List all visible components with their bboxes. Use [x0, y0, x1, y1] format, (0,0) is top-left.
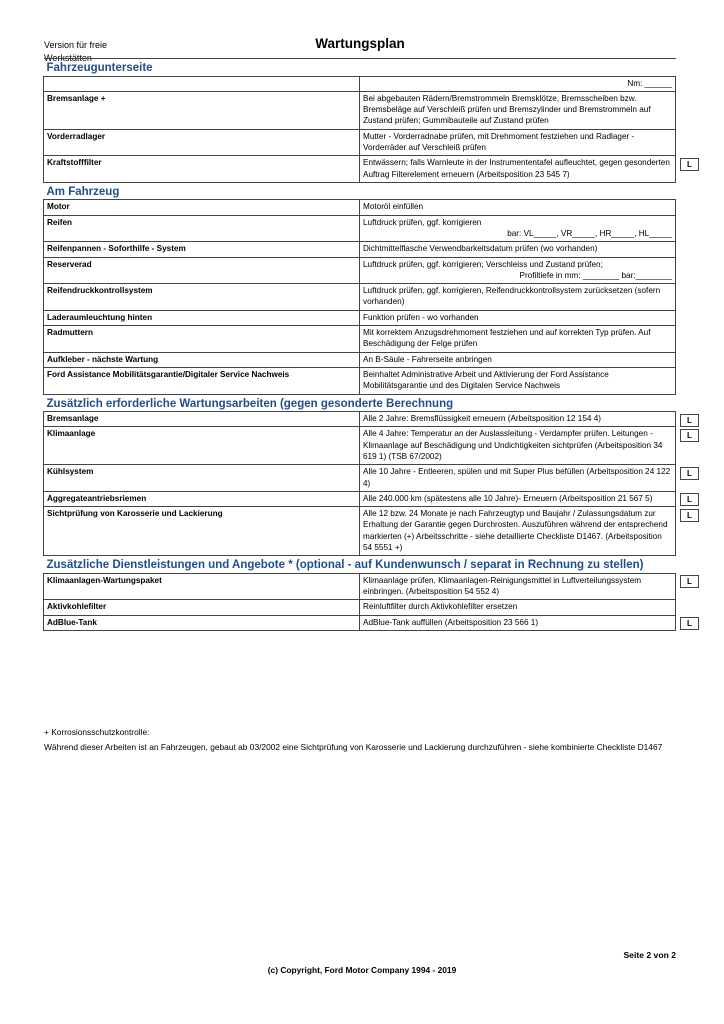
description-text: Mit korrektem Anzugsdrehmoment festziehen und auf korrekten Typ prüfen. Auf Beschädigung der Felge prüfen — [363, 328, 651, 349]
description-text: Luftdruck prüfen, ggf. korrigieren; Verschleiss und Zustand prüfen; — [363, 259, 603, 269]
table-row — [44, 310, 676, 325]
item-description — [360, 284, 676, 311]
table-row — [44, 76, 676, 91]
table-row — [44, 91, 676, 129]
section-title: Zusätzlich erforderliche Wartungsarbeiten (gegen gesonderte Berechnung — [44, 394, 676, 412]
description-text: Alle 240.000 km (spätestens alle 10 Jahre)- Erneuern (Arbeitsposition 21 567 5) — [363, 493, 653, 503]
description-text: AdBlue-Tank auffüllen (Arbeitsposition 23 566 1) — [363, 617, 539, 627]
item-label: Klimaanlage — [44, 427, 360, 465]
table-row — [44, 352, 676, 367]
item-description — [360, 215, 676, 242]
l-checkbox[interactable]: L — [680, 467, 699, 480]
page-number: Seite 2 von 2 — [623, 950, 676, 960]
description-text: Klimaanlage prüfen. Klimaanlagen-Reinigungsmittel in Luftverteilungssystem einbringen. (Arbeitsposition 54 552 4) — [363, 575, 642, 597]
section-header — [44, 59, 676, 77]
table-row — [44, 257, 676, 284]
item-label: Ford Assistance Mobilitätsgarantie/Digitaler Service Nachweis — [44, 367, 360, 394]
table-row — [44, 200, 676, 215]
item-label: Kraftstofffilter — [44, 156, 360, 183]
description-text: Funktion prüfen - wo vorhanden — [363, 312, 479, 322]
note-text: Während dieser Arbeiten ist an Fahrzeugen, gebaut ab 03/2002 eine Sichtprüfung von Karosserie und Lackierung durchzuführen - siehe kombinierte Checkliste D1467 — [44, 741, 663, 752]
item-label: Klimaanlagen-Wartungspaket — [44, 573, 360, 600]
description-text: Dichtmittelflasche Verwendbarkeitsdatum prüfen (wo vorhanden) — [363, 244, 598, 254]
item-description — [360, 326, 676, 353]
table-row — [44, 215, 676, 242]
l-checkbox[interactable]: L — [680, 617, 699, 630]
table-row — [44, 326, 676, 353]
fill-in-field[interactable]: Nm: ______ — [627, 78, 672, 88]
item-label: Aggregateantriebsriemen — [44, 491, 360, 506]
table-row — [44, 367, 676, 394]
item-label: Reifenpannen - Soforthilfe - System — [44, 242, 360, 257]
item-description — [360, 242, 676, 257]
notes — [44, 725, 684, 754]
item-description — [360, 156, 676, 183]
item-label: Bremsanlage + — [44, 91, 360, 129]
description-text: Mutter - Vorderradnabe prüfen, mit Drehmoment festziehen und Radlager - Vorderräder auf Verschleiß prüfen — [363, 131, 635, 152]
section-header — [44, 556, 676, 574]
table-row — [44, 129, 676, 156]
item-label: Kühlsystem — [44, 465, 360, 492]
maintenance-table — [43, 58, 676, 631]
page-title: Wartungsplan — [315, 36, 405, 51]
description-text: Alle 4 Jahre: Temperatur an der Auslassleitung - Verdampfer prüfen. Leitungen - Klimaanlage auf Beschädigung und Undichtigkeiten sichtprüfen (Arbeitsposition 34 619 1) (TSB 67/2002) — [363, 429, 663, 461]
section-title: Zusätzliche Dienstleistungen und Angebote * (optional - auf Kundenwunsch / separat in Rechnung zu stellen) — [44, 556, 676, 574]
item-description — [360, 465, 676, 492]
item-description — [360, 91, 676, 129]
description-text: Reinluftfilter durch Aktivkohlefilter ersetzen — [363, 602, 518, 612]
table-row — [44, 600, 676, 615]
description-text: Luftdruck prüfen, ggf. korrigieren — [363, 217, 482, 227]
table-row — [44, 156, 676, 183]
table-row — [44, 573, 676, 600]
item-label: Motor — [44, 200, 360, 215]
item-label: Vorderradlager — [44, 129, 360, 156]
item-description — [360, 352, 676, 367]
description-text: Motoröl einfüllen — [363, 202, 424, 212]
description-text: An B-Säule - Fahrerseite anbringen — [363, 354, 492, 364]
version-note: Version für freie Werkstätten — [44, 40, 108, 63]
l-checkbox[interactable]: L — [680, 429, 699, 442]
description-text: Alle 2 Jahre: Bremsflüssigkeit erneuern (Arbeitsposition 12 154 4) — [363, 414, 602, 424]
item-description — [360, 600, 676, 615]
item-label: Aufkleber - nächste Wartung — [44, 352, 360, 367]
copyright: (c) Copyright, Ford Motor Company 1994 - 2019 — [267, 965, 457, 975]
table-row — [44, 507, 676, 556]
description-text: Bei abgebauten Rädern/Bremstrommeln Bremsklötze, Bremsscheiben bzw. Bremsbeläge auf Verschleiß prüfen und Bremszylinder und Bremstrommeln auf Zustand prüfen; Gummibauteile auf Zustand prüfen — [363, 93, 651, 126]
item-label: Bremsanlage — [44, 412, 360, 427]
item-description — [360, 310, 676, 325]
description-text: Beinhaltet Administrative Arbeit und Aktivierung der Ford Assistance Mobilitätsgarantie und des Digitalen Service Nachweis — [363, 369, 609, 391]
item-description — [360, 257, 676, 284]
table-row — [44, 412, 676, 427]
item-description — [360, 615, 676, 630]
item-description — [360, 491, 676, 506]
item-label: Reifen — [44, 215, 360, 242]
fill-in-field[interactable]: bar: VL_____, VR_____, HR_____, HL_____ — [507, 228, 672, 238]
description-text: Luftdruck prüfen, ggf. korrigieren, Reifendruckkontrollsystem zurücksetzen (sofern vorhanden) — [363, 286, 661, 307]
item-label: Reifendruckkontrollsystem — [44, 284, 360, 311]
description-text: Alle 12 bzw. 24 Monate je nach Fahrzeugtyp und Baujahr / Zulassungsdatum zur Erhaltung der Garantie gegen Durchrosten. Auszuführen während der entsprechend markierten (+) Arbeitsschritte - siehe detaillierte Checkliste D1467. (Arbeitsposition 54 5551 +) — [363, 509, 668, 552]
item-description — [360, 427, 676, 465]
item-label — [44, 76, 360, 91]
section-title: Am Fahrzeug — [44, 182, 676, 200]
table-row — [44, 615, 676, 630]
section-header — [44, 394, 676, 412]
l-checkbox[interactable]: L — [680, 414, 699, 427]
item-label: Reserverad — [44, 257, 360, 284]
table-row — [44, 491, 676, 506]
item-label: Radmuttern — [44, 326, 360, 353]
description-text: Entwässern; falls Warnleute in der Instrumententafel aufleuchtet, gegen gesonderten Auftrag Filterelement erneuern (Arbeitsposition 23 545 7) — [363, 158, 670, 179]
table-row — [44, 427, 676, 465]
l-checkbox[interactable]: L — [680, 493, 699, 506]
l-checkbox[interactable]: L — [680, 575, 699, 588]
table-row — [44, 242, 676, 257]
item-description — [360, 412, 676, 427]
item-description — [360, 367, 676, 394]
item-description — [360, 76, 676, 91]
l-checkbox[interactable]: L — [680, 158, 699, 171]
item-description — [360, 200, 676, 215]
table-row — [44, 465, 676, 492]
item-label: Laderaumleuchtung hinten — [44, 310, 360, 325]
fill-in-field[interactable]: Profiltiefe in mm: ________ bar:________ — [519, 270, 672, 280]
item-description — [360, 573, 676, 600]
item-description — [360, 129, 676, 156]
section-title: Fahrzeugunterseite — [44, 59, 676, 77]
description-text: Alle 10 Jahre - Entleeren, spülen und mit Super Plus befüllen (Arbeitsposition 24 122 4) — [363, 467, 671, 488]
item-label: AdBlue-Tank — [44, 615, 360, 630]
section-header — [44, 182, 676, 200]
item-label: Aktivkohlefilter — [44, 600, 360, 615]
note-heading: + Korrosionsschutzkontrolle: — [44, 727, 150, 737]
item-label: Sichtprüfung von Karosserie und Lackierung — [44, 507, 360, 556]
item-description — [360, 507, 676, 556]
l-checkbox[interactable]: L — [680, 509, 699, 522]
table-row — [44, 284, 676, 311]
